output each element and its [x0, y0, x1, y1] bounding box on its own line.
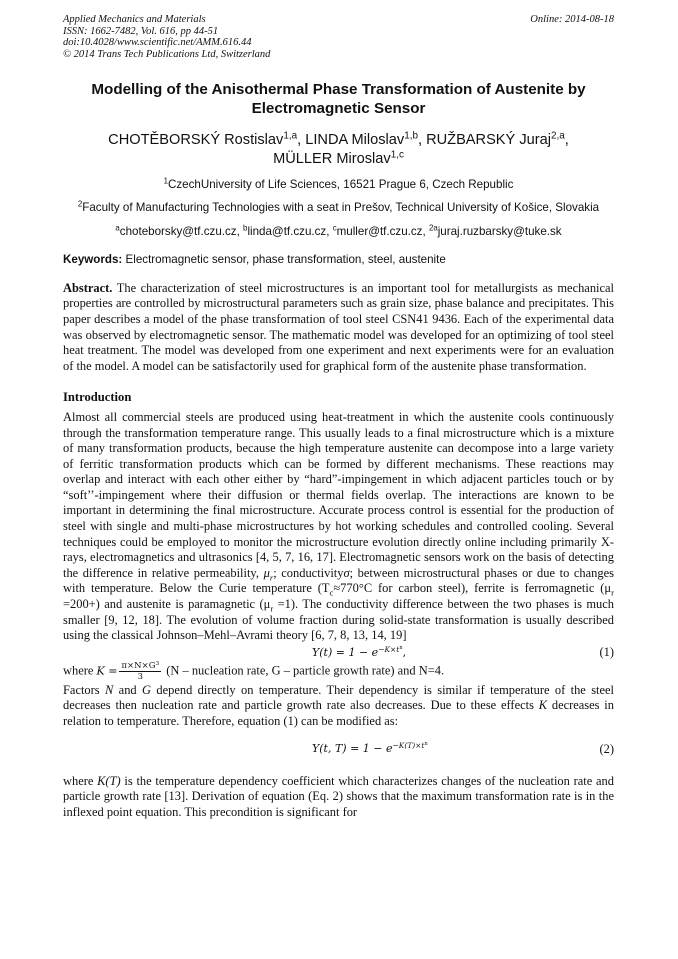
text-run: ≈770°C for carbon steel), ferrite is ferromagnetic (μ [333, 581, 612, 596]
journal-doi: doi:10.4028/www.scientific.net/AMM.616.44 [63, 37, 252, 49]
equation-2 [63, 740, 614, 774]
eq-text: K = [96, 664, 118, 678]
affiliation-sup: 1 [163, 177, 168, 187]
eq-exponent: −K×t [378, 644, 400, 654]
text-run: decreases in relation to temperature. Therefore, equation (1) can be modified as: [63, 698, 614, 729]
equation-2-number: (2) [599, 741, 614, 756]
email-sup: a [115, 223, 120, 233]
fraction-numerator [119, 661, 161, 672]
equation-2-formula [312, 742, 428, 755]
symbol-n: N [105, 682, 114, 697]
author-sep: , [417, 132, 427, 149]
journal-header [63, 14, 614, 60]
author-name: MÜLLER Miroslav [273, 150, 391, 167]
email-sep: , [422, 224, 429, 238]
text-run: where [63, 773, 98, 788]
paper-title: Modelling of the Anisothermal Phase Transformation of Austenite by Electromagnetic Sensor [91, 81, 586, 118]
email-list [63, 225, 614, 240]
equation-1-formula [312, 646, 406, 659]
eq-exponent: −K(T)×t [392, 740, 425, 750]
fraction [119, 661, 161, 682]
keywords-label: Keywords: [63, 252, 123, 266]
fraction-denominator: 3 [137, 671, 144, 682]
email-sep: , [236, 224, 244, 238]
abstract [63, 281, 614, 375]
eq-text: π×N×G [121, 660, 156, 671]
section-heading-introduction: Introduction [63, 390, 132, 405]
text-run: (N – nucleation rate, G – particle growth rate) and N=4. [163, 663, 445, 678]
symbol-mu: μ [263, 565, 270, 580]
intro-paragraph-2 [63, 683, 614, 730]
affiliation-sup: 2 [77, 199, 83, 209]
abstract-text: The characterization of steel microstructures is an important tool for metallurgists as mechanical properties are controlled by microstructural parameters such as grain size, phase balance and precipitates. This paper describes a model of the phase transformation of tool steel CSN41 9436. Each of the experimental data was observed by electromagnetic sensor. The mathematic model was developed for an optimizing of tool steel heat treatment. The model was developed from one experiment and next experiments were for an evaluation of the model. A model can be satisfactorily used for graphical form of the austenite phase transformation. [63, 280, 615, 373]
email-sup: c [332, 223, 337, 233]
author-sup: 1,b [404, 130, 418, 142]
text-run: where [63, 663, 97, 678]
eq-text: Y(t) = 1 − e [312, 645, 379, 659]
symbol-g: G [142, 682, 151, 697]
eq-exponent-sup: n [399, 644, 403, 651]
eq-exponent-sup: n [424, 740, 428, 747]
author-sup: 1,a [283, 130, 298, 142]
author-name: LINDA Miloslav [305, 132, 405, 149]
text-run: ; between microstructural phases or due to changes with temperature. Below the Curie temperature (T [63, 565, 614, 596]
email-link[interactable]: linda@tf.czu.cz [247, 224, 327, 238]
affiliation-1 [63, 178, 614, 193]
email-link[interactable]: muller@tf.czu.cz [336, 224, 423, 238]
affiliation-text: CzechUniversity of Life Sciences, 16521 Prague 6, Czech Republic [167, 178, 514, 192]
text-run: depend directly on temperature. Their dependency is similar if temperature of the steel decreases then nucleation rate and particle growth rate also decreases. Due to these effects [63, 682, 614, 713]
online-date: Online: 2014-08-18 [530, 14, 614, 25]
symbol-sub: r [270, 603, 274, 614]
email-sep: , [326, 224, 333, 238]
author-sup: 1,c [390, 149, 404, 161]
text-run: and [113, 682, 143, 697]
email-link[interactable]: juraj.ruzbarsky@tuke.sk [437, 224, 562, 238]
author-sep: , [564, 132, 569, 149]
symbol-sub: r [611, 587, 614, 598]
eq-text: Y(t, T) = 1 − e [312, 741, 393, 755]
affiliation-2 [63, 201, 614, 216]
symbol-k: K [538, 698, 548, 713]
text-run: Almost all commercial steels are produced using heat-treatment in which the austenite cools continuously through the transformation temperature range. This usually leads to a final microstructure which is a mixture of many transformation products, because the high temperature austenite can decompose into a large variety of ferritic transformation products which can be formed by different mechanisms. These reactions may overlap and interact with each other either by “hard”-impingement in which adjacent particles touch or by “soft’’-impingement where their diffusion or thermal fields overlap. The interactions are known to be important in determining the final microstructure. Accurate process control is essential for the production of steel with single and multi-phase microstructures by hot working schedules and controlled cooling. Several techniques could be employed to monitor the microstructure evolution directly online including primarily X-rays, electromagnetics and ultrasonics [4, 5, 7, 16, 17]. Electromagnetic sensors work on the basis of detecting the difference in relative permeability, [63, 409, 614, 580]
journal-issn: ISSN: 1662-7482, Vol. 616, pp 44-51 [63, 25, 219, 37]
author-list [63, 131, 614, 168]
eq-exponent-sup: 3 [155, 660, 160, 667]
email-sup: b [243, 223, 248, 233]
intro-paragraph-3 [63, 774, 614, 821]
text-run: is the temperature dependency coefficient which characterizes changes of the nucleation rate and particle growth rate [13]. Derivation of equation (Eq. 2) shows that the maximum transformation rate is in the inflexed point equation. This precondition is significant for [63, 773, 614, 819]
keywords [63, 252, 614, 267]
text-run: =200+) and austenite is paramagnetic (μ [63, 597, 271, 612]
abstract-label: Abstract. [63, 280, 113, 295]
paper-page [63, 14, 614, 820]
author-name: CHOTĚBORSKÝ Rostislav [108, 132, 284, 149]
email-sup: 2a [428, 223, 438, 233]
journal-copyright: © 2014 Trans Tech Publications Ltd, Switzerland [63, 48, 271, 60]
equation-1 [63, 644, 614, 661]
equation-1-number: (1) [599, 644, 614, 659]
text-run: Factors [63, 682, 105, 697]
affiliation-text: Faculty of Manufacturing Technologies with a seat in Prešov, Technical University of Košice, Slovakia [82, 201, 600, 215]
keywords-text: Electromagnetic sensor, phase transformation, steel, austenite [125, 252, 446, 266]
text-run: =1). The conductivity difference between the two phases is much smaller [9, 12, 18]. The evolution of volume fraction during solid-state transformation is usually described using the classical Johnson–Mehl–Avrami theory [6, 7, 8, 13, 14, 19] [63, 597, 614, 643]
symbol-sub: r [269, 572, 274, 583]
author-sep: , [297, 132, 306, 149]
equation-k-definition [63, 661, 614, 683]
intro-paragraph-1 [63, 410, 614, 644]
eq-text: , [402, 645, 407, 659]
symbol-sigma: σ [343, 565, 350, 580]
symbol-kt: K(T) [97, 773, 121, 788]
email-link[interactable]: choteborsky@tf.czu.cz [119, 224, 237, 238]
symbol-sub: c [329, 587, 334, 598]
text-run: ; conductivity [273, 565, 344, 580]
journal-name: Applied Mechanics and Materials [63, 14, 206, 25]
author-name: RUŽBARSKÝ Juraj [426, 132, 551, 149]
author-sup: 2,a [550, 130, 565, 142]
